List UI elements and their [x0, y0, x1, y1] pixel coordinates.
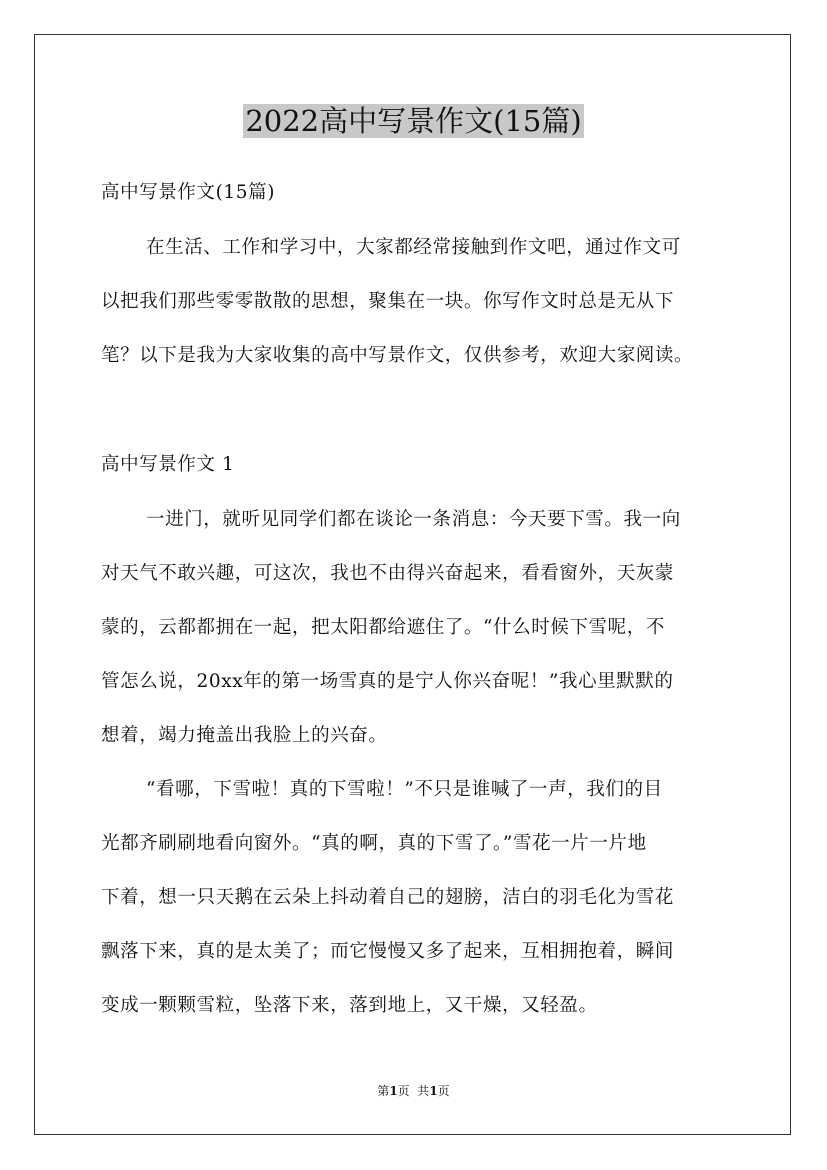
intro-line-1: 在生活、工作和学习中，大家都经常接触到作文吧，通过作文可: [146, 237, 681, 258]
footer-mid: 页 共: [397, 1084, 430, 1098]
footer-prefix: 第: [377, 1084, 390, 1098]
document-title-text: 2022高中写景作文(15篇): [245, 104, 582, 138]
para1-line-4: 管怎么说，20xx年的第一场雪真的是宁人你兴奋呢！”我心里默默的: [101, 671, 674, 692]
document-title: [0, 101, 827, 141]
footer-page-total: 1: [429, 1084, 438, 1098]
para2-line-1: “看哪，下雪啦！真的下雪啦！”不只是谁喊了一声，我们的目: [146, 779, 663, 800]
para2-line-5: 变成一颗颗雪粒，坠落下来，落到地上，又干燥，又轻盈。: [101, 995, 598, 1016]
section-heading: 高中写景作文 1: [101, 454, 235, 475]
footer-suffix: 页: [437, 1084, 450, 1098]
para2-line-3: 下着，想一只天鹅在云朵上抖动着自己的翅膀，洁白的羽毛化为雪花: [101, 887, 675, 908]
intro-line-2: 以把我们那些零零散散的思想，聚集在一块。你写作文时总是无从下: [101, 291, 675, 312]
para2-line-4: 飘落下来，真的是太美了；而它慢慢又多了起来，互相拥抱着，瞬间: [101, 941, 675, 962]
footer-page-current: 1: [389, 1084, 398, 1098]
intro-line-3: 笔？以下是我为大家收集的高中写景作文，仅供参考，欢迎大家阅读。: [101, 345, 694, 366]
para1-line-3: 蒙的，云都都拥在一起，把太阳都给遮住了。“什么时候下雪呢，不: [101, 617, 665, 638]
page-footer: [0, 1083, 827, 1099]
para1-line-1: 一进门，就听见同学们都在谈论一条消息：今天要下雪。我一向: [146, 509, 681, 530]
document-heading: 高中写景作文(15篇): [101, 182, 276, 203]
para1-line-5: 想着，竭力掩盖出我脸上的兴奋。: [101, 725, 388, 746]
para2-line-2: 光都齐刷刷地看向窗外。“真的啊，真的下雪了。”雪花一片一片地: [101, 833, 647, 854]
para1-line-2: 对天气不敢兴趣，可这次，我也不由得兴奋起来，看看窗外，天灰蒙: [101, 563, 675, 584]
